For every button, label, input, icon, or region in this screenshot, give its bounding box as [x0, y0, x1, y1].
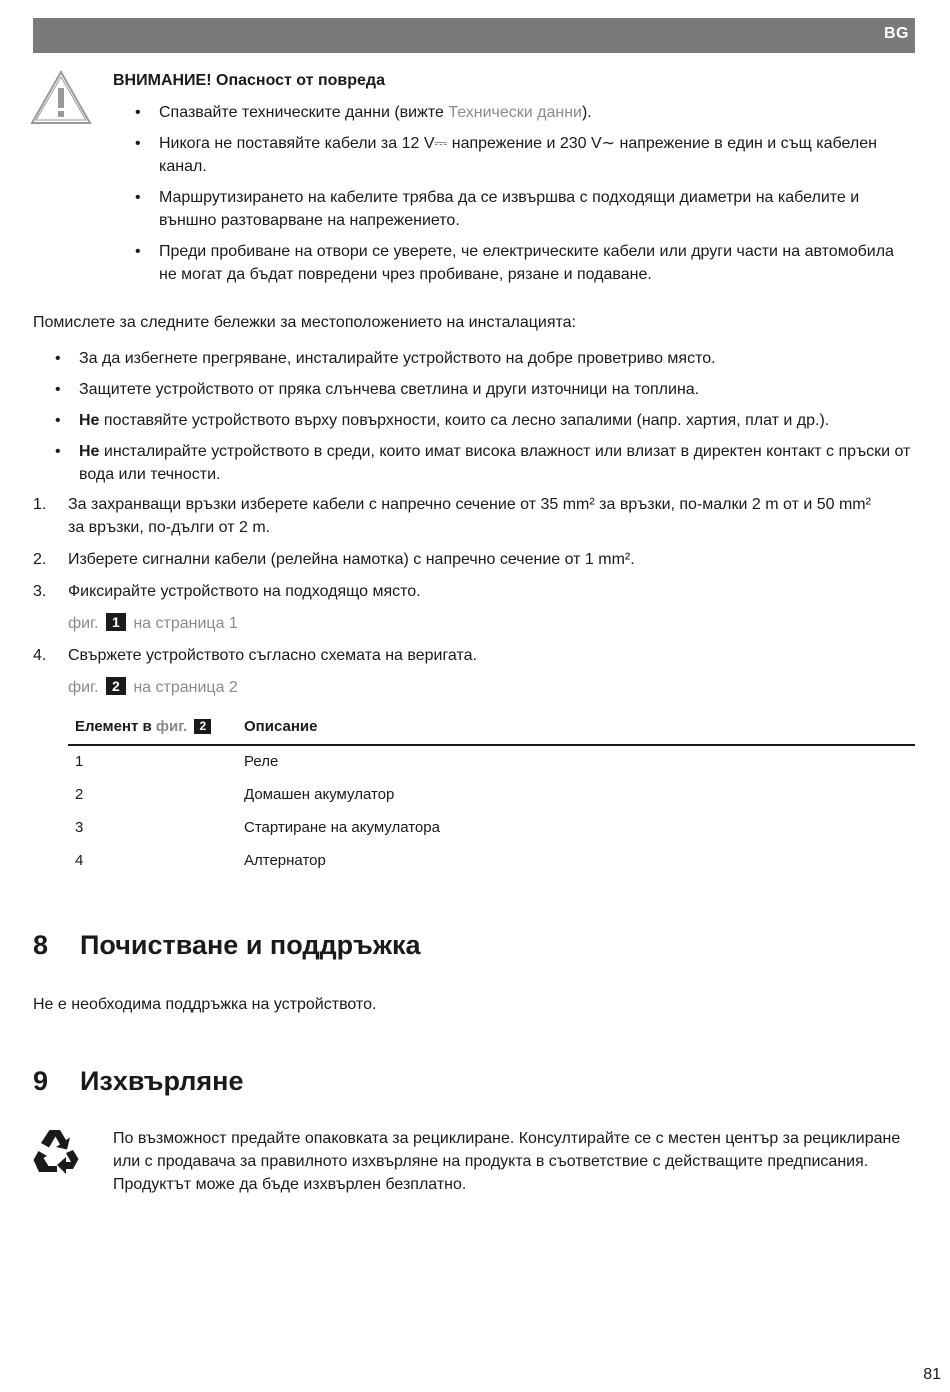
- page-number: 81: [923, 1366, 941, 1383]
- step-item: 1. За захранващи връзки изберете кабели с напречно сечение от 35 mm² за връзки, по-малки 2 m от и 50 mm² за връзки, по-дълги от 2 m.: [33, 496, 871, 536]
- technical-data-link[interactable]: Технически данни: [448, 104, 582, 121]
- step-item: 2. Изберете сигнални кабели (релейна намотка) с напречно сечение от 1 mm².: [33, 551, 635, 568]
- step-item: 3. Фиксирайте устройството на подходящо място. фиг. 1 на страница 1: [33, 580, 873, 635]
- note-item: • Не инсталирайте устройството в среди, които имат висока влажност или влизат в директен контакт с пръски от вода или течности.: [55, 440, 915, 486]
- figure-number-badge: 1: [106, 613, 126, 631]
- installation-steps: [33, 493, 873, 708]
- disposal-text: По възможност предайте опаковката за рециклиране. Консултирайте се с местен център за рециклиране или с продавача за правилното изхвърляне на продукта в съответствие с действащите предписания. Продуктът може да бъде изхвърлен безплатно.: [113, 1130, 901, 1193]
- column-header-element: Елемент в фиг. 2: [68, 712, 237, 745]
- column-header-description: Описание: [237, 712, 915, 745]
- note-item: • За да избегнете прегряване, инсталирайте устройството на добре проветриво място.: [55, 347, 915, 370]
- table-row: 4 Алтернатор: [75, 852, 326, 869]
- note-item: • Защитете устройството от пряка слънчева светлина и други източници на топлина.: [55, 378, 915, 401]
- section-heading-cleaning: 8 Почистване и поддръжка: [33, 930, 421, 960]
- language-code: BG: [884, 25, 909, 42]
- warning-triangle-icon: [30, 70, 92, 125]
- table-row: 2 Домашен акумулатор: [75, 786, 395, 803]
- section-heading-disposal: 9 Изхвърляне: [33, 1066, 244, 1096]
- recycle-icon: [31, 1127, 81, 1175]
- figure-reference[interactable]: фиг. 2 на страница 2: [68, 678, 238, 696]
- cleaning-text: Не е необходима поддръжка на устройството.: [33, 996, 377, 1013]
- warning-item: • Преди пробиване на отвори се уверете, че електрическите кабели или други части на автомобила не могат да бъдат повредени чрез пробиване, рязане и подаване.: [135, 240, 915, 286]
- figure-number-badge: 2: [194, 719, 211, 734]
- location-intro: Помислете за следните бележки за местоположението на инсталацията:: [33, 314, 576, 331]
- figure-number-badge: 2: [106, 677, 126, 695]
- location-notes-list: [55, 347, 915, 494]
- warning-title: ВНИМАНИЕ! Опасност от повреда: [113, 72, 385, 89]
- step-item: 4. Свържете устройството съгласно схемата на веригата. фиг. 2 на страница 2: [33, 644, 873, 699]
- table-row: 1 Реле: [75, 753, 279, 770]
- warning-item: • Никога не поставяйте кабели за 12 V⎓ напрежение и 230 V∼ напрежение в един и същ кабелен канал.: [135, 132, 915, 178]
- warning-item: • Маршрутизирането на кабелите трябва да се извършва с подходящи диаметри на кабелите и външно разтоварване на напрежението.: [135, 186, 915, 232]
- figure-reference[interactable]: фиг. 1 на страница 1: [68, 614, 238, 632]
- table-header-row: [68, 712, 915, 745]
- parts-table: [68, 712, 915, 878]
- table-row: 3 Стартиране на акумулатора: [75, 819, 440, 836]
- note-item: • Не поставяйте устройството върху повърхности, които са лесно запалими (напр. хартия, плат и др.).: [55, 409, 915, 432]
- warning-list: [135, 101, 915, 294]
- warning-item: • Спазвайте техническите данни (вижте Технически данни).: [135, 101, 915, 124]
- header-bar: [33, 18, 915, 53]
